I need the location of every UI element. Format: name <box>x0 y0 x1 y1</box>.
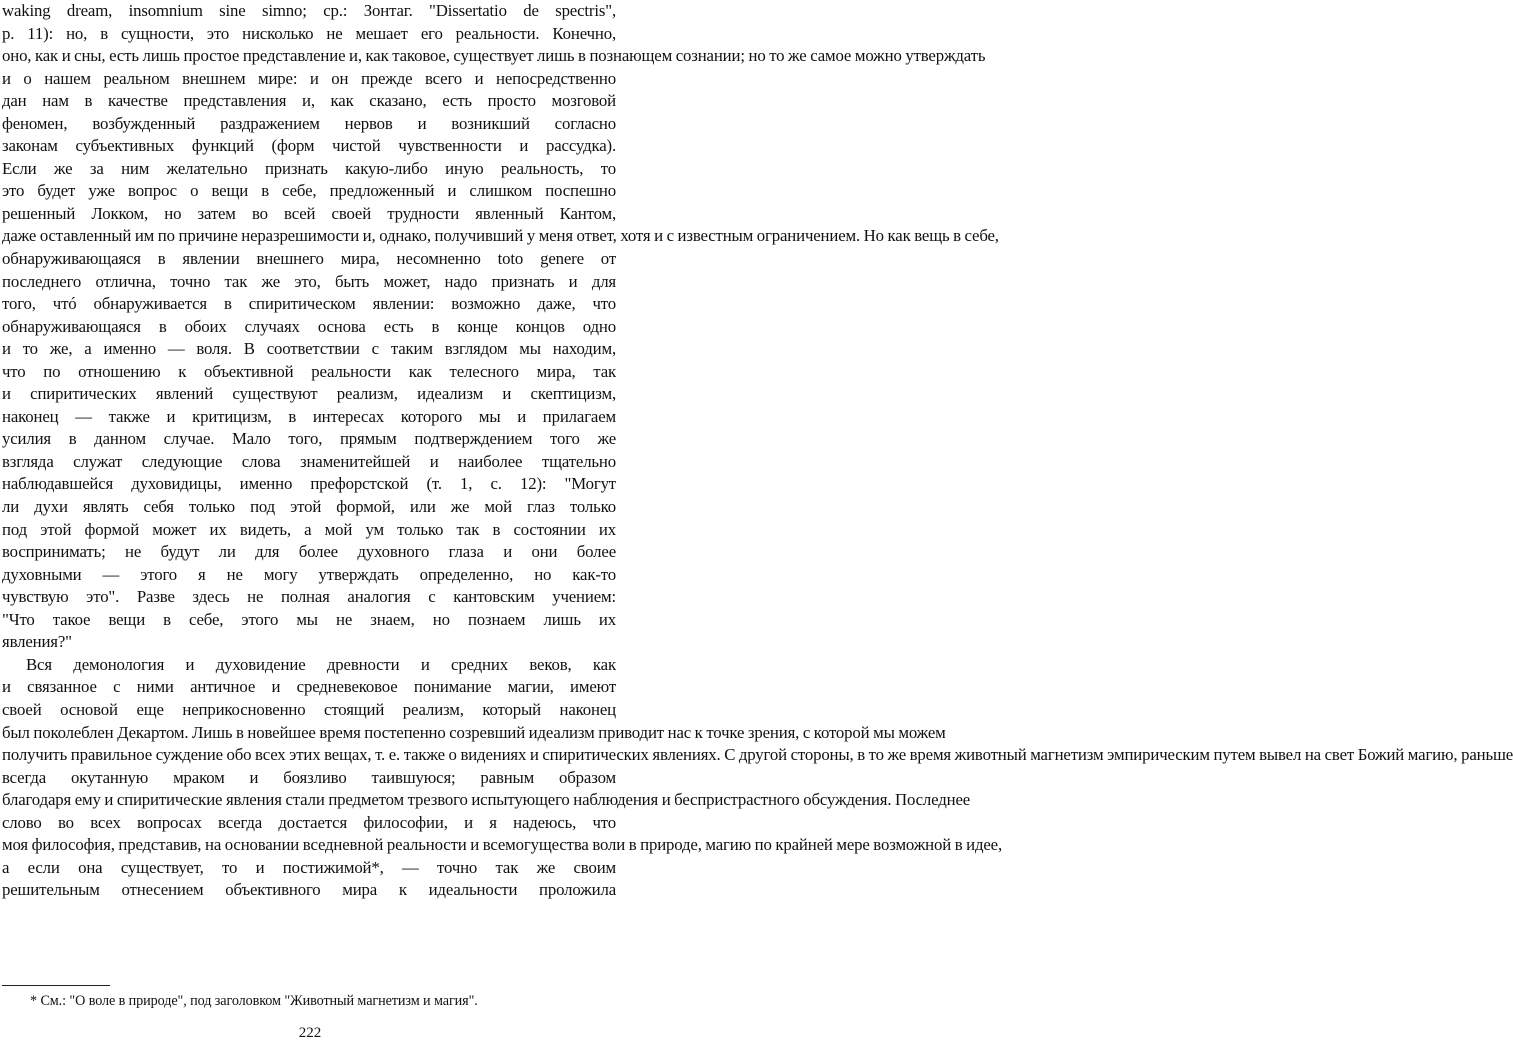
text-line: обнаруживающаяся в обоих случаях основа есть в конце концов одно <box>2 316 616 336</box>
text-line: и то же, а именно — воля. В соответствии с таким взглядом мы находим, <box>2 339 616 359</box>
text-line: взгляда служат следующие слова знаменитейшей и наиболее тщательно <box>2 451 616 471</box>
text-line: был поколеблен Декартом. Лишь в новейшее время постепенно созревший идеализм приводит нас к точке зрения, с которой мы можем <box>2 722 946 742</box>
text-line: что по отношению к объективной реальности как телесного мира, так <box>2 361 616 381</box>
body-text <box>2 0 1513 902</box>
paragraph-start: Вся демонология и духовидение древности и средних веков, как <box>26 654 616 674</box>
text-line: "Что такое вещи в себе, этого мы не знаем, но познаем лишь их <box>2 609 616 629</box>
text-line: waking dream, insomnium sine simno; ср.: Зонтаг. "Dissertatio de spectris", <box>2 1 616 20</box>
text-line: p. 11): но, в сущности, это нисколько не мешает его реальности. Конечно, <box>2 23 616 43</box>
text-line: моя философия, представив, на основании вседневной реальности и всемогущества воли в природе, магию по крайней мере возможной в идее, <box>2 835 1003 855</box>
text-line: обнаруживающаяся в явлении внешнего мира, несомненно toto genere от <box>2 249 616 269</box>
text-line: законам субъективных функций (форм чистой чувственности и рассудка). <box>2 136 616 156</box>
text-line: наконец — также и критицизм, в интересах которого мы и прилагаем <box>2 406 616 426</box>
text-line: всегда окутанную мраком и боязливо таившуюся; равным образом <box>2 767 616 787</box>
text-line: своей основой еще неприкосновенно стоящий реализм, который наконец <box>2 699 616 719</box>
text-line: а если она существует, то и постижимой*, — точно так же своим <box>2 857 616 877</box>
footnote-divider <box>2 985 110 986</box>
text-line: ли духи являть себя только под этой формой, или же мой глаз только <box>2 497 616 517</box>
text-line: слово во всех вопросах всегда достается философии, и я надеюсь, что <box>2 812 616 832</box>
text-line: и связанное с ними античное и средневековое понимание магии, имеют <box>2 677 616 697</box>
text-line: благодаря ему и спиритические явления стали предметом трезвого испытующего наблюдения и беспристрастного обсуждения. Последнее <box>2 790 971 810</box>
text-line: Если же за ним желательно признать какую-либо иную реальность, то <box>2 158 616 178</box>
text-line: дан нам в качестве представления и, как сказано, есть просто мозговой <box>2 91 616 111</box>
text-line: и о нашем реальном внешнем мире: и он прежде всего и непосредственно <box>2 68 616 88</box>
text-line: решительным отнесением объективного мира к идеальности проложила <box>2 880 616 900</box>
text-line: и спиритических явлений существуют реализм, идеализм и скептицизм, <box>2 384 616 404</box>
text-line: воспринимать; не будут ли для более духовного глаза и они более <box>2 542 616 562</box>
text-line: решенный Локком, но затем во всей своей трудности явленный Кантом, <box>2 203 616 223</box>
text-line: того, чтó обнаруживается в спиритическом явлении: возможно даже, что <box>2 294 616 314</box>
text-line: это будет уже вопрос о вещи в себе, предложенный и слишком поспешно <box>2 181 616 201</box>
text-line: последнего отлична, точно так же это, быть может, надо признать и для <box>2 271 616 291</box>
text-line: чувствую это". Разве здесь не полная аналогия с кантовским учением: <box>2 587 616 607</box>
text-line: даже оставленный им по причине неразрешимости и, однако, получивший у меня ответ, хотя и с известным ограничением. Но как вещь в себе, <box>2 226 999 246</box>
text-line: духовными — этого я не могу утверждать определенно, но как-то <box>2 564 616 584</box>
text-line: получить правильное суждение обо всех этих вещах, т. е. также о видениях и спиритических явлениях. С другой стороны, в то же время животный магнетизм эмпирическим путем вывел на свет Божий магию, раньше <box>2 745 1513 765</box>
text-line: оно, как и сны, есть лишь простое представление и, как таковое, существует лишь в познающем сознании; но то же самое можно утверждать <box>2 46 986 66</box>
text-line: феномен, возбужденный раздражением нервов и возникший согласно <box>2 113 616 133</box>
footnote: * См.: "О воле в природе", под заголовком "Животный магнетизм и магия". <box>30 993 478 1009</box>
text-line: наблюдавшейся духовидицы, именно префорстской (т. 1, с. 12): "Могут <box>2 474 616 494</box>
text-line: под этой формой может их видеть, а мой ум только так в состоянии их <box>2 519 616 539</box>
page-number: 222 <box>298 1025 322 1041</box>
text-line: явления?" <box>2 632 72 652</box>
text-line: усилия в данном случае. Мало того, прямым подтверждением того же <box>2 429 616 449</box>
